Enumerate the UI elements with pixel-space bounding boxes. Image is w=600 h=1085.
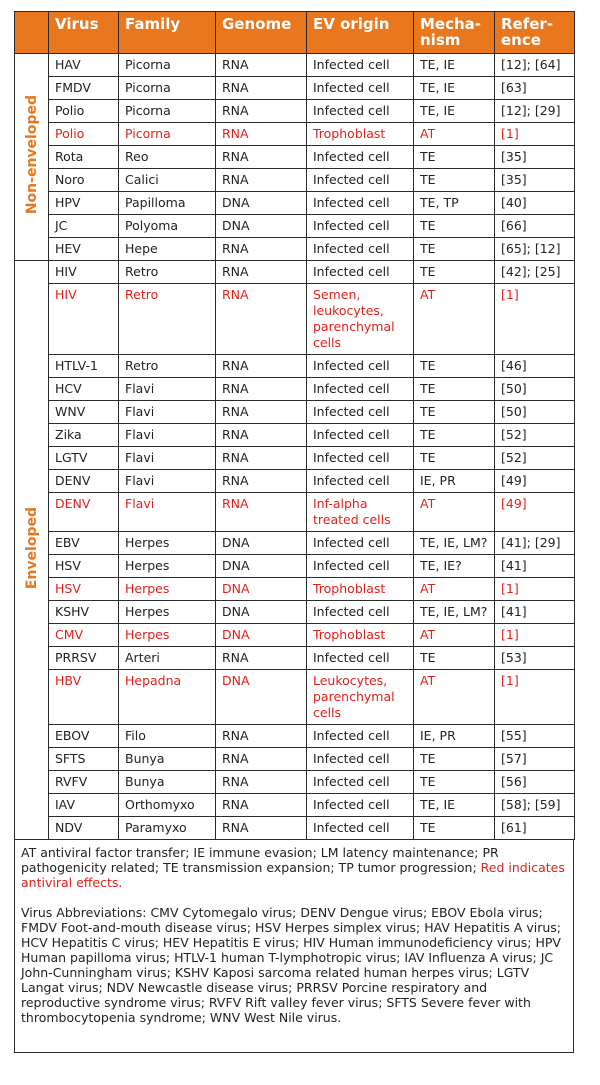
cell-genome: DNA <box>216 601 307 624</box>
table-row <box>15 284 575 355</box>
cell-reference: [12]; [29] <box>495 100 575 123</box>
cell-family: Picorna <box>119 54 216 77</box>
cell-mechanism: TE, IE <box>414 54 495 77</box>
cell-reference: [57] <box>495 748 575 771</box>
cell-genome: RNA <box>216 401 307 424</box>
cell-origin: Infected cell <box>307 532 414 555</box>
header-reference: Refer- ence <box>495 12 575 54</box>
cell-origin: Infected cell <box>307 470 414 493</box>
cell-origin: Infected cell <box>307 355 414 378</box>
cell-family: Picorna <box>119 123 216 146</box>
cell-virus: IAV <box>49 794 119 817</box>
cell-genome: DNA <box>216 215 307 238</box>
cell-virus: JC <box>49 215 119 238</box>
cell-origin: Infected cell <box>307 447 414 470</box>
cell-mechanism: TE <box>414 146 495 169</box>
table-row <box>15 378 575 401</box>
cell-genome: RNA <box>216 447 307 470</box>
cell-mechanism: TE <box>414 401 495 424</box>
cell-reference: [49] <box>495 493 575 532</box>
cell-genome: RNA <box>216 817 307 840</box>
cell-mechanism: TE, IE, LM? <box>414 601 495 624</box>
cell-family: Flavi <box>119 401 216 424</box>
cell-virus: DENV <box>49 470 119 493</box>
cell-family: Retro <box>119 355 216 378</box>
cell-mechanism: TE, IE? <box>414 555 495 578</box>
cell-mechanism: TE <box>414 817 495 840</box>
cell-reference: [35] <box>495 146 575 169</box>
cell-family: Herpes <box>119 555 216 578</box>
legend-text: AT antiviral factor transfer; IE immune evasion; LM latency maintenance; PR pathogenicity related; TE transmission expansion; TP tumor progression; <box>21 845 499 875</box>
cell-origin: Infected cell <box>307 238 414 261</box>
cell-origin: Infected cell <box>307 748 414 771</box>
table-row <box>15 447 575 470</box>
cell-reference: [50] <box>495 378 575 401</box>
cell-genome: RNA <box>216 77 307 100</box>
cell-mechanism: AT <box>414 284 495 355</box>
cell-family: Picorna <box>119 77 216 100</box>
header-genome: Genome <box>216 12 307 54</box>
cell-genome: DNA <box>216 555 307 578</box>
cell-reference: [56] <box>495 771 575 794</box>
cell-virus: HSV <box>49 578 119 601</box>
cell-genome: DNA <box>216 670 307 725</box>
cell-virus: HCV <box>49 378 119 401</box>
cell-mechanism: TE, TP <box>414 192 495 215</box>
cell-genome: DNA <box>216 192 307 215</box>
table-row <box>15 215 575 238</box>
cell-genome: RNA <box>216 261 307 284</box>
cell-origin: Infected cell <box>307 169 414 192</box>
table-row <box>15 532 575 555</box>
cell-virus: SFTS <box>49 748 119 771</box>
table-row <box>15 771 575 794</box>
table-footnotes <box>14 840 574 1053</box>
cell-family: Polyoma <box>119 215 216 238</box>
cell-virus: EBOV <box>49 725 119 748</box>
legend-note <box>21 845 567 890</box>
cell-mechanism: AT <box>414 493 495 532</box>
cell-mechanism: TE <box>414 424 495 447</box>
cell-origin: Infected cell <box>307 555 414 578</box>
table-row <box>15 355 575 378</box>
cell-mechanism: AT <box>414 670 495 725</box>
cell-reference: [12]; [64] <box>495 54 575 77</box>
cell-reference: [52] <box>495 447 575 470</box>
cell-virus: Polio <box>49 123 119 146</box>
cell-origin: Infected cell <box>307 817 414 840</box>
table-row <box>15 77 575 100</box>
cell-family: Paramyxo <box>119 817 216 840</box>
cell-reference: [1] <box>495 578 575 601</box>
cell-family: Hepadna <box>119 670 216 725</box>
cell-reference: [52] <box>495 424 575 447</box>
legend-red-text: Red indicates antiviral effects. <box>21 860 565 890</box>
cell-mechanism: TE <box>414 169 495 192</box>
table-row <box>15 794 575 817</box>
cell-mechanism: AT <box>414 123 495 146</box>
cell-family: Retro <box>119 284 216 355</box>
cell-virus: LGTV <box>49 447 119 470</box>
cell-genome: RNA <box>216 238 307 261</box>
cell-virus: CMV <box>49 624 119 647</box>
cell-family: Orthomyxo <box>119 794 216 817</box>
cell-genome: RNA <box>216 748 307 771</box>
cell-mechanism: TE, IE, LM? <box>414 532 495 555</box>
cell-reference: [50] <box>495 401 575 424</box>
cell-virus: EBV <box>49 532 119 555</box>
cell-virus: HBV <box>49 670 119 725</box>
cell-origin: Infected cell <box>307 725 414 748</box>
cell-origin: Leukocytes, parenchymal cells <box>307 670 414 725</box>
group-enveloped <box>15 261 49 840</box>
table-row <box>15 54 575 77</box>
table-row <box>15 493 575 532</box>
cell-mechanism: TE <box>414 447 495 470</box>
cell-mechanism: IE, PR <box>414 725 495 748</box>
cell-mechanism: TE, IE <box>414 77 495 100</box>
cell-reference: [41]; [29] <box>495 532 575 555</box>
cell-mechanism: TE <box>414 215 495 238</box>
cell-reference: [63] <box>495 77 575 100</box>
table-row <box>15 169 575 192</box>
table-row <box>15 647 575 670</box>
cell-origin: Infected cell <box>307 771 414 794</box>
cell-virus: HEV <box>49 238 119 261</box>
cell-origin: Trophoblast <box>307 624 414 647</box>
cell-reference: [55] <box>495 725 575 748</box>
cell-origin: Inf-alpha treated cells <box>307 493 414 532</box>
cell-virus: HIV <box>49 261 119 284</box>
cell-family: Filo <box>119 725 216 748</box>
cell-genome: RNA <box>216 355 307 378</box>
table-row <box>15 555 575 578</box>
cell-reference: [35] <box>495 169 575 192</box>
cell-reference: [40] <box>495 192 575 215</box>
cell-reference: [53] <box>495 647 575 670</box>
cell-mechanism: TE <box>414 771 495 794</box>
table-row <box>15 100 575 123</box>
table-row <box>15 401 575 424</box>
cell-virus: RVFV <box>49 771 119 794</box>
cell-family: Flavi <box>119 424 216 447</box>
cell-family: Hepe <box>119 238 216 261</box>
table-row <box>15 238 575 261</box>
cell-origin: Infected cell <box>307 100 414 123</box>
cell-virus: NDV <box>49 817 119 840</box>
cell-origin: Infected cell <box>307 401 414 424</box>
cell-virus: HPV <box>49 192 119 215</box>
cell-genome: DNA <box>216 532 307 555</box>
cell-genome: DNA <box>216 578 307 601</box>
cell-origin: Semen, leukocytes, parenchymal cells <box>307 284 414 355</box>
group-non-enveloped <box>15 54 49 261</box>
cell-virus: DENV <box>49 493 119 532</box>
cell-genome: RNA <box>216 54 307 77</box>
cell-origin: Infected cell <box>307 378 414 401</box>
cell-family: Herpes <box>119 601 216 624</box>
cell-origin: Infected cell <box>307 261 414 284</box>
cell-virus: FMDV <box>49 77 119 100</box>
cell-mechanism: IE, PR <box>414 470 495 493</box>
abbreviations-note: Virus Abbreviations: CMV Cytomegalo virus; DENV Dengue virus; EBOV Ebola virus; FMDV Foot-and-mouth disease virus; HSV Herpes simplex virus; HAV Hepatitis A virus; HCV Hepatitis C virus; HEV Hepatitis E virus; HIV Human immunodeficiency virus; HPV Human papilloma virus; HTLV-1 human T-lymphotropic virus; IAV Influenza A virus; JC John-Cunningham virus; KSHV Kaposi sarcoma related human herpes virus; LGTV Langat virus; NDV Newcastle disease virus; PRRSV Porcine respiratory and reproductive syndrome virus; RVFV Rift valley fever virus; SFTS Severe fever with thrombocytopenia syndrome; WNV West Nile virus. <box>21 905 562 1025</box>
cell-family: Flavi <box>119 493 216 532</box>
cell-reference: [1] <box>495 624 575 647</box>
cell-genome: RNA <box>216 123 307 146</box>
cell-genome: RNA <box>216 284 307 355</box>
table-row <box>15 424 575 447</box>
cell-origin: Infected cell <box>307 424 414 447</box>
cell-origin: Infected cell <box>307 647 414 670</box>
cell-origin: Infected cell <box>307 215 414 238</box>
cell-mechanism: TE, IE <box>414 794 495 817</box>
table-row <box>15 146 575 169</box>
group-label: Non-enveloped <box>23 95 40 215</box>
cell-origin: Infected cell <box>307 146 414 169</box>
cell-genome: RNA <box>216 771 307 794</box>
cell-genome: RNA <box>216 725 307 748</box>
cell-origin: Trophoblast <box>307 123 414 146</box>
cell-genome: RNA <box>216 100 307 123</box>
cell-virus: KSHV <box>49 601 119 624</box>
cell-virus: HSV <box>49 555 119 578</box>
cell-family: Bunya <box>119 771 216 794</box>
table-body <box>15 54 575 840</box>
table-row <box>15 725 575 748</box>
cell-reference: [1] <box>495 284 575 355</box>
cell-family: Bunya <box>119 748 216 771</box>
cell-genome: RNA <box>216 470 307 493</box>
header-group-blank <box>15 12 49 54</box>
cell-mechanism: TE <box>414 378 495 401</box>
header-mechanism: Mecha- nism <box>414 12 495 54</box>
cell-reference: [66] <box>495 215 575 238</box>
cell-virus: WNV <box>49 401 119 424</box>
cell-virus: Zika <box>49 424 119 447</box>
cell-virus: Polio <box>49 100 119 123</box>
cell-family: Picorna <box>119 100 216 123</box>
cell-family: Herpes <box>119 624 216 647</box>
cell-virus: PRRSV <box>49 647 119 670</box>
cell-origin: Infected cell <box>307 601 414 624</box>
table-row <box>15 601 575 624</box>
cell-reference: [61] <box>495 817 575 840</box>
cell-genome: RNA <box>216 424 307 447</box>
table-row <box>15 192 575 215</box>
header-ev-origin: EV origin <box>307 12 414 54</box>
cell-reference: [42]; [25] <box>495 261 575 284</box>
cell-family: Flavi <box>119 447 216 470</box>
cell-family: Herpes <box>119 578 216 601</box>
cell-reference: [58]; [59] <box>495 794 575 817</box>
cell-reference: [1] <box>495 123 575 146</box>
cell-genome: DNA <box>216 624 307 647</box>
cell-family: Reo <box>119 146 216 169</box>
header-virus: Virus <box>49 12 119 54</box>
cell-virus: HTLV-1 <box>49 355 119 378</box>
cell-reference: [65]; [12] <box>495 238 575 261</box>
cell-virus: Rota <box>49 146 119 169</box>
cell-genome: RNA <box>216 647 307 670</box>
cell-virus: Noro <box>49 169 119 192</box>
cell-reference: [49] <box>495 470 575 493</box>
cell-family: Flavi <box>119 378 216 401</box>
cell-origin: Infected cell <box>307 54 414 77</box>
cell-origin: Infected cell <box>307 77 414 100</box>
cell-mechanism: TE, IE <box>414 100 495 123</box>
cell-genome: RNA <box>216 378 307 401</box>
table-row <box>15 578 575 601</box>
cell-origin: Infected cell <box>307 192 414 215</box>
table-row <box>15 670 575 725</box>
cell-genome: RNA <box>216 794 307 817</box>
cell-virus: HIV <box>49 284 119 355</box>
cell-mechanism: TE <box>414 261 495 284</box>
cell-family: Herpes <box>119 532 216 555</box>
group-label: Enveloped <box>23 506 40 590</box>
cell-reference: [41] <box>495 555 575 578</box>
cell-family: Arteri <box>119 647 216 670</box>
table-row <box>15 817 575 840</box>
cell-reference: [46] <box>495 355 575 378</box>
cell-mechanism: AT <box>414 578 495 601</box>
cell-genome: RNA <box>216 169 307 192</box>
cell-mechanism: TE <box>414 647 495 670</box>
cell-origin: Trophoblast <box>307 578 414 601</box>
virus-ev-table-document <box>14 11 574 1053</box>
table-row <box>15 748 575 771</box>
cell-mechanism: TE <box>414 748 495 771</box>
cell-origin: Infected cell <box>307 794 414 817</box>
cell-genome: RNA <box>216 146 307 169</box>
table-header-row <box>15 12 575 54</box>
table-row <box>15 624 575 647</box>
cell-genome: RNA <box>216 493 307 532</box>
cell-mechanism: AT <box>414 624 495 647</box>
header-family: Family <box>119 12 216 54</box>
cell-family: Flavi <box>119 470 216 493</box>
cell-virus: HAV <box>49 54 119 77</box>
table-row <box>15 123 575 146</box>
virus-ev-table <box>14 11 575 840</box>
table-row <box>15 470 575 493</box>
cell-family: Retro <box>119 261 216 284</box>
cell-family: Papilloma <box>119 192 216 215</box>
table-row <box>15 261 575 284</box>
cell-reference: [41] <box>495 601 575 624</box>
cell-mechanism: TE <box>414 238 495 261</box>
cell-reference: [1] <box>495 670 575 725</box>
cell-family: Calici <box>119 169 216 192</box>
cell-mechanism: TE <box>414 355 495 378</box>
